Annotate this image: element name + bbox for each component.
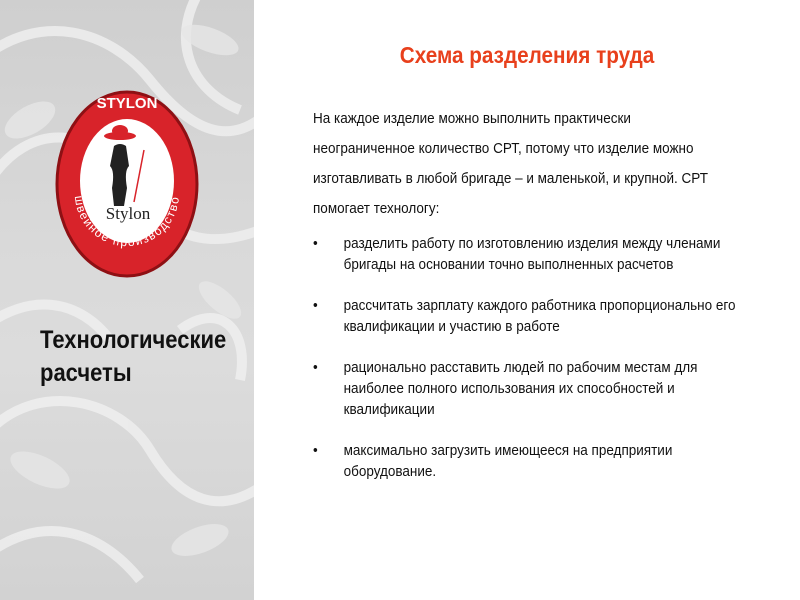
sidebar-title-line2: расчеты (40, 359, 132, 387)
intro-line-1: На каждое изделие можно выполнить практически (313, 110, 631, 127)
stylon-logo (52, 84, 202, 284)
bullet-list (313, 233, 745, 502)
list-item (313, 295, 749, 337)
list-item (313, 357, 749, 420)
sidebar-panel (0, 0, 254, 600)
list-item (313, 440, 749, 482)
list-item-text: максимально загрузить имеющееся на предприятии оборудование. (343, 442, 673, 480)
bullet-icon: • (313, 297, 318, 314)
bullet-icon: • (313, 442, 318, 459)
list-item (313, 233, 749, 275)
sidebar-title (40, 324, 225, 390)
logo-ring-text: швейное производство (71, 194, 183, 250)
list-item-text: рассчитать зарплату каждого работника пропорционально его квалификации и участию в работе (343, 297, 736, 335)
list-item-text: разделить работу по изготовлению изделия между членами бригады на основании точно выполненных расчетов (343, 235, 721, 273)
logo-brand-top: STYLON (96, 95, 158, 112)
bullet-icon: • (313, 235, 318, 252)
logo-brand-center: Stylon (105, 204, 151, 223)
page-title: Схема разделения труда (399, 42, 655, 68)
intro-line-2: неограниченное количество СРТ, потому что изделие можно (313, 140, 694, 157)
intro-line-4: помогает технологу: (313, 200, 440, 217)
intro-paragraph (313, 104, 745, 224)
bullet-icon: • (313, 359, 318, 376)
intro-line-3: изготавливать в любой бригаде – и маленькой, и крупной. СРТ (313, 170, 708, 187)
list-item-text: рационально расставить людей по рабочим местам для наиболее полного использования их способностей и квалификации (343, 359, 698, 418)
sidebar-title-line1: Технологические (40, 326, 227, 354)
